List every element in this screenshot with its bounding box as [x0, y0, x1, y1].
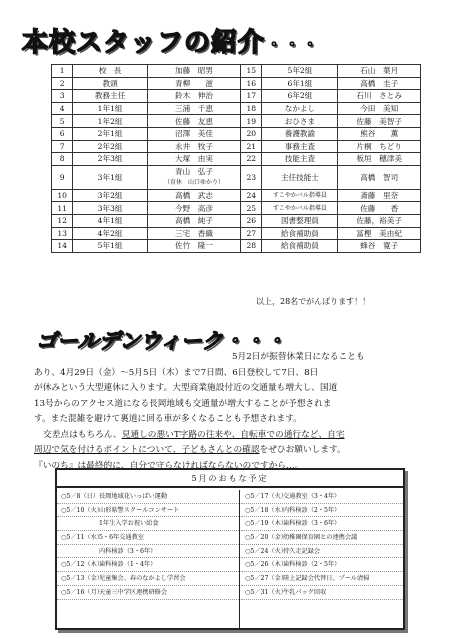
- underlined-fragment: 自分で守らなければならないのですから…。: [129, 460, 304, 471]
- staff-number: 5: [52, 115, 73, 128]
- staff-name: 三浦 千恵: [147, 102, 240, 115]
- schedule-date: ○5／24（火）: [245, 547, 287, 555]
- staff-role: 養護教諭: [262, 127, 338, 140]
- schedule-right-column: [241, 490, 403, 600]
- staff-name: [147, 165, 240, 189]
- staff-number: 19: [241, 115, 262, 128]
- staff-role: 2年2組: [73, 140, 148, 153]
- staff-number: 27: [241, 227, 262, 240]
- staff-number: 18: [241, 102, 262, 115]
- staff-role: 5年2組: [262, 65, 338, 78]
- schedule-item: [241, 572, 403, 586]
- schedule-date: ○5／26（木）: [245, 561, 287, 569]
- schedule-event: 長岡地域花いっぱい運動: [99, 493, 168, 500]
- schedule-event: 持久走記録会: [283, 547, 321, 555]
- staff-role: 図書整理員: [262, 214, 338, 227]
- schedule-event: 内科検診（3・6年）: [99, 547, 157, 555]
- schedule-left-column: [57, 490, 240, 628]
- staff-role: 主任技能士: [262, 165, 338, 189]
- body-line: あり、4月29日（金）～5月5日（木）まで7日間、6日登校して7日、8日: [34, 367, 319, 378]
- body-line: [34, 428, 424, 444]
- staff-name: 沼澤 美佳: [147, 127, 240, 140]
- staff-number: 9: [52, 165, 73, 189]
- schedule-event: 1年生入学お祝い給食: [99, 520, 159, 528]
- schedule-date: ○5／17（火）: [245, 493, 287, 500]
- staff-name: 高橋 圭子: [338, 77, 421, 90]
- schedule-date: ○5／8（日）: [61, 493, 100, 500]
- schedule-item: [241, 490, 403, 504]
- staff-role: 教務主任: [73, 90, 148, 103]
- schedule-item: [241, 517, 403, 531]
- schedule-event: 山形県警スクールコンサート: [99, 506, 180, 514]
- staff-name: 今田 美知: [338, 102, 421, 115]
- schedule-event: 児童集会、春のなかよし学習会: [99, 575, 186, 583]
- underlined-fragment: 子どもさんとの確認: [181, 445, 260, 455]
- staff-name: 佐藤 友恵: [147, 115, 240, 128]
- staff-name: 片桐 ちどり: [338, 140, 421, 153]
- staff-number: 21: [241, 140, 262, 153]
- schedule-date: ○5／18（水）: [245, 506, 287, 514]
- schedule-event: 幼稚園保育園との連携会議: [283, 534, 358, 542]
- underlined-fragment: 周辺で気を付けるポイントについて、: [34, 445, 182, 455]
- staff-role: 事務主査: [262, 140, 338, 153]
- golden-week-heading-dots: ・・・: [222, 329, 286, 353]
- staff-role: すこやかバル指導員: [262, 202, 338, 215]
- schedule-date: ○5／19（木）: [245, 520, 287, 528]
- may-schedule-box: [55, 468, 405, 630]
- staff-table: [51, 64, 421, 253]
- schedule-date: ○5／12（木）: [61, 561, 103, 569]
- staff-name: 加藤 昭男: [147, 65, 240, 78]
- table-row: [52, 102, 421, 115]
- staff-role: 4年1組: [73, 214, 148, 227]
- staff-role: 1年1組: [73, 102, 148, 115]
- staff-name: 高橋 武志: [147, 189, 240, 202]
- staff-role: 2年3組: [73, 153, 148, 166]
- schedule-event: 5・6年交通教室: [99, 534, 144, 542]
- staff-number: 14: [52, 240, 73, 253]
- body-fragment: 『いのち』は最終的に、: [34, 460, 130, 471]
- schedule-item: [57, 545, 239, 559]
- staff-number: 22: [241, 153, 262, 166]
- staff-number: 23: [241, 165, 262, 189]
- table-row: [52, 227, 421, 240]
- schedule-item: [241, 558, 403, 572]
- schedule-event: 牛乳パック回収: [283, 588, 327, 596]
- body-line: す。また混雑を避けて裏道に回る車が多くなることも予想されます。: [34, 414, 302, 424]
- table-row: [52, 77, 421, 90]
- staff-role: 1年2組: [73, 115, 148, 128]
- body-line: 5月2日が振替休業日になることも: [232, 352, 365, 362]
- table-row: [52, 140, 421, 153]
- table-row: [52, 202, 421, 215]
- staff-name: 蜂谷 寛子: [338, 240, 421, 253]
- staff-name: 高橋 純子: [147, 214, 240, 227]
- schedule-event: 交通教室（3・4年）: [283, 493, 341, 500]
- staff-role: すこやかバル指導員: [262, 189, 338, 202]
- staff-name: 斎藤 里奈: [338, 189, 421, 202]
- body-fragment: 交差点はもちろん、: [43, 429, 122, 440]
- body-fragment: をぜひお願いします。: [259, 445, 346, 455]
- schedule-item: [57, 531, 239, 545]
- staff-role: 3年1組: [73, 165, 148, 189]
- staff-role: 校 長: [73, 65, 148, 78]
- staff-number: 17: [241, 90, 262, 103]
- staff-number: 4: [52, 102, 73, 115]
- table-row: [52, 189, 421, 202]
- staff-name: 永井 牧子: [147, 140, 240, 153]
- staff-number: 11: [52, 202, 73, 215]
- staff-number: 20: [241, 127, 262, 140]
- schedule-date: ○5／13（金）: [61, 575, 103, 583]
- staff-role: 5年1組: [73, 240, 148, 253]
- underlined-fragment: 見通しの悪いT字路の往来や、自転車での通行など、自宅: [121, 429, 345, 440]
- staff-name: 石山 葉月: [338, 65, 421, 78]
- staff-role: 3年2組: [73, 189, 148, 202]
- body-line: が休みという大型連休に入ります。大型商業施設付近の交通量も増大し、国道: [34, 383, 338, 393]
- staff-role: 給食補助員: [262, 227, 338, 240]
- staff-role: 教頭: [73, 77, 148, 90]
- table-row: [52, 127, 421, 140]
- staff-name: 板垣 穂津美: [338, 153, 421, 166]
- body-line: 13号からのアクセス道になる長岡地域も交通量が増大することが予想されま: [34, 398, 332, 409]
- schedule-date: ○5／11（水）: [61, 534, 103, 542]
- schedule-event: 内科検診（2・5年）: [283, 506, 341, 514]
- table-row: [52, 65, 421, 78]
- schedule-date: ○5／20（金）: [245, 534, 287, 542]
- staff-role: なかよし: [262, 102, 338, 115]
- staff-role: 6年1組: [262, 77, 338, 90]
- golden-week-heading-text: ゴールデンウィーク: [36, 329, 223, 353]
- schedule-item: [57, 558, 239, 572]
- staff-role: 4年2組: [73, 227, 148, 240]
- schedule-item: [57, 517, 239, 531]
- staff-role: 給食補助員: [262, 240, 338, 253]
- staff-number: 10: [52, 189, 73, 202]
- body-line: [34, 443, 424, 459]
- schedule-event: 歯科検診（1・4年）: [99, 561, 157, 569]
- staff-number: 25: [241, 202, 262, 215]
- schedule-item: [57, 586, 239, 600]
- golden-week-body: [34, 350, 424, 474]
- table-row: [52, 115, 421, 128]
- schedule-item: [57, 504, 239, 518]
- staff-name-main: 青山 弘子: [175, 167, 213, 177]
- staff-name: 佐藤，裕美子: [338, 214, 421, 227]
- staff-role: 2年1組: [73, 127, 148, 140]
- staff-role: おひさま: [262, 115, 338, 128]
- staff-number: 7: [52, 140, 73, 153]
- schedule-item: [241, 504, 403, 518]
- schedule-date: ○5／10（火）: [61, 506, 103, 514]
- staff-number: 28: [241, 240, 262, 253]
- schedule-event: 陸上記録会代替日、プール清掃: [283, 575, 370, 583]
- staff-name: 石川 さとみ: [338, 90, 421, 103]
- schedule-event: 天童三中学区連携研修会: [99, 588, 168, 596]
- staff-name: 鈴木 伸治: [147, 90, 240, 103]
- staff-number: 8: [52, 153, 73, 166]
- schedule-title: 5月のおもな予定: [57, 470, 403, 488]
- schedule-event: 歯科検診（3・6年）: [283, 520, 341, 528]
- staff-number: 2: [52, 77, 73, 90]
- table-row: [52, 90, 421, 103]
- schedule-event: 歯科検診（2・5年）: [283, 561, 341, 569]
- staff-heading-dots: ・・・: [265, 35, 320, 56]
- table-row: [52, 165, 421, 189]
- closing-text: 以上，28名でがんばります！！: [256, 297, 371, 306]
- staff-heading: [22, 22, 319, 59]
- staff-number: 26: [241, 214, 262, 227]
- table-row: [52, 214, 421, 227]
- staff-heading-text: 本校スタッフの紹介: [22, 28, 266, 58]
- staff-number: 12: [52, 214, 73, 227]
- schedule-item: [241, 545, 403, 559]
- staff-name-note: （育休 山口ゆかり）: [164, 179, 225, 187]
- staff-number: 13: [52, 227, 73, 240]
- staff-number: 16: [241, 77, 262, 90]
- schedule-item: [57, 490, 239, 504]
- staff-number: 15: [241, 65, 262, 78]
- staff-name: 今野 高彦: [147, 202, 240, 215]
- staff-number: 6: [52, 127, 73, 140]
- staff-name: 熊谷 薫: [338, 127, 421, 140]
- staff-name: 佐藤 美智子: [338, 115, 421, 128]
- table-row: [52, 153, 421, 166]
- staff-name: 佐竹 隆一: [147, 240, 240, 253]
- staff-name: 三宅 香織: [147, 227, 240, 240]
- schedule-item: [241, 531, 403, 545]
- table-row: [52, 240, 421, 253]
- schedule-item: [241, 586, 403, 600]
- schedule-date: ○5／16（月）: [61, 588, 103, 596]
- staff-role: 技能主査: [262, 153, 338, 166]
- staff-number: 24: [241, 189, 262, 202]
- schedule-date: ○5／27（金）: [245, 575, 287, 583]
- staff-name: 大塚 由実: [147, 153, 240, 166]
- staff-role: 3年3組: [73, 202, 148, 215]
- schedule-item: [57, 572, 239, 586]
- staff-name: 高橋 智司: [338, 165, 421, 189]
- staff-number: 3: [52, 90, 73, 103]
- schedule-date: ○5／31（火）: [245, 588, 287, 596]
- staff-name: 佐藤 香: [338, 202, 421, 215]
- staff-number: 1: [52, 65, 73, 78]
- staff-name: 青柳 滋: [147, 77, 240, 90]
- staff-name: 冨樫 美由紀: [338, 227, 421, 240]
- staff-role: 6年2組: [262, 90, 338, 103]
